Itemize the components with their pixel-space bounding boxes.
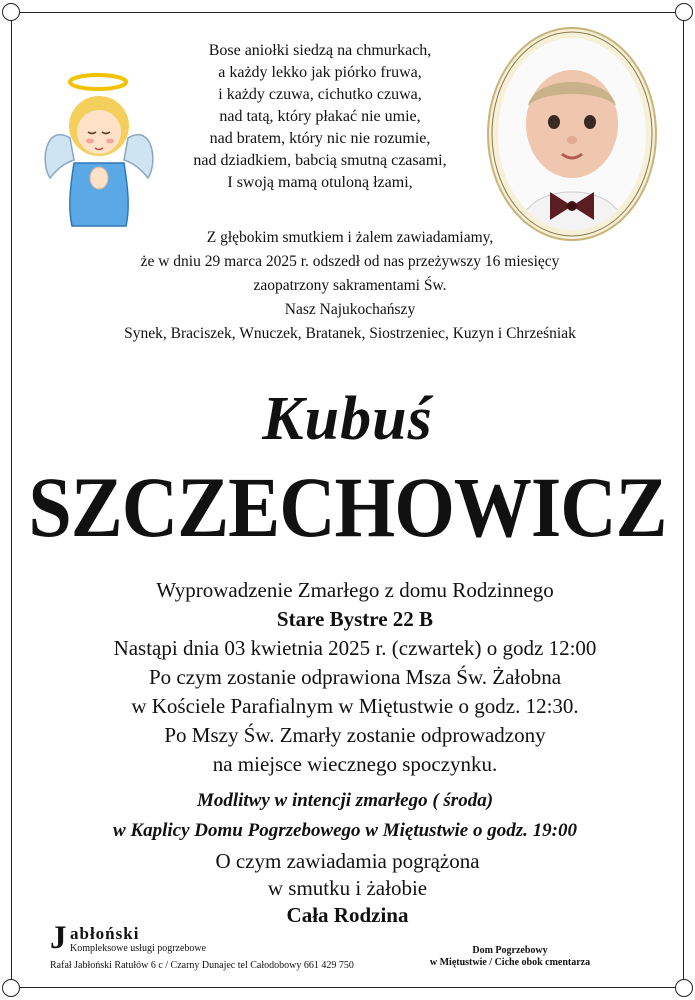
border-corner-ornament — [2, 979, 20, 997]
closing-notice — [60, 848, 635, 929]
deceased-last-name: SZCZECHOWICZ — [28, 459, 667, 555]
announcement-line: Z głębokim smutkiem i żalem zawiadamiamy, — [206, 229, 494, 246]
closing-line: w smutku i żałobie — [267, 876, 428, 900]
announcement-line: że w dniu 29 marca 2025 r. odszedł od nas przeżywszy 16 miesięcy — [140, 253, 560, 270]
poem-line: nad dziadkiem, babcią smutną czasami, — [193, 152, 447, 169]
ceremony-line: na miejsce wiecznego spoczynku. — [212, 752, 498, 776]
poem-line: a każdy lekko jak piórko fruwa, — [218, 64, 422, 81]
poem-line: Bose aniołki siedzą na chmurkach, — [208, 42, 432, 59]
logo-initial: J — [50, 920, 67, 956]
company-tagline: Kompleksowe usługi pogrzebowe — [70, 943, 207, 954]
home-address: Stare Bystre 22 B — [276, 607, 434, 631]
border-corner-ornament — [2, 3, 20, 21]
closing-line: O czym zawiadamia pogrążona — [215, 849, 480, 873]
border-corner-ornament — [675, 3, 693, 21]
ceremony-line: Po czym zostanie odprawiona Msza Św. Żałobna — [148, 665, 562, 689]
ceremony-line: w Kościele Parafialnym w Miętustwie o godz. 12:30. — [131, 694, 579, 718]
funeral-home-info — [385, 945, 635, 969]
company-address: Rafał Jabłoński Ratułów 6 c / Czarny Dunajec tel Całodobowy 661 429 750 — [50, 960, 354, 971]
border-corner-ornament — [675, 979, 693, 997]
poem-line: i każdy czuwa, cichutko czuwa, — [218, 86, 422, 103]
funeral-home-location: w Miętustwie / Ciche obok cmentarza — [429, 957, 591, 968]
announcement-line: Synek, Braciszek, Wnuczek, Bratanek, Siostrzeniec, Kuzyn i Chrześniak — [124, 325, 576, 342]
ceremony-line: Po Mszy Św. Zmarły zostanie odprowadzony — [164, 723, 546, 747]
memorial-poem — [160, 40, 480, 194]
family-signature: Cała Rodzina — [286, 903, 409, 927]
portrait-photo — [484, 24, 660, 244]
poem-line: nad tatą, który płakać nie umie, — [219, 108, 421, 125]
ceremony-line: Wyprowadzenie Zmarłego z domu Rodzinnego — [156, 578, 554, 602]
ceremony-line: Nastąpi dnia 03 kwietnia 2025 r. (czwartek) o godz 12:00 — [113, 636, 597, 660]
company-logo — [50, 920, 350, 956]
prayer-line: w Kaplicy Domu Pogrzebowego w Miętustwie o godz. 19:00 — [113, 820, 577, 841]
announcement-line: zaopatrzony sakramentami Św. — [253, 277, 447, 294]
announcement-line: Nasz Najukochańszy — [284, 301, 416, 318]
prayer-notice — [20, 786, 670, 846]
death-announcement — [60, 226, 640, 346]
poem-line: I swoją mamą otuloną łzami, — [227, 174, 413, 191]
logo-name: abłoński — [70, 924, 140, 943]
funeral-home-name: Dom Pogrzebowy — [472, 945, 548, 956]
poem-line: nad bratem, który nic nie rozumie, — [209, 130, 431, 147]
prayer-line: Modlitwy w intencji zmarłego ( środa) — [196, 790, 494, 811]
funeral-ceremony-details — [30, 576, 680, 779]
deceased-first-name: Kubuś — [262, 385, 433, 453]
angel-illustration — [40, 68, 160, 233]
